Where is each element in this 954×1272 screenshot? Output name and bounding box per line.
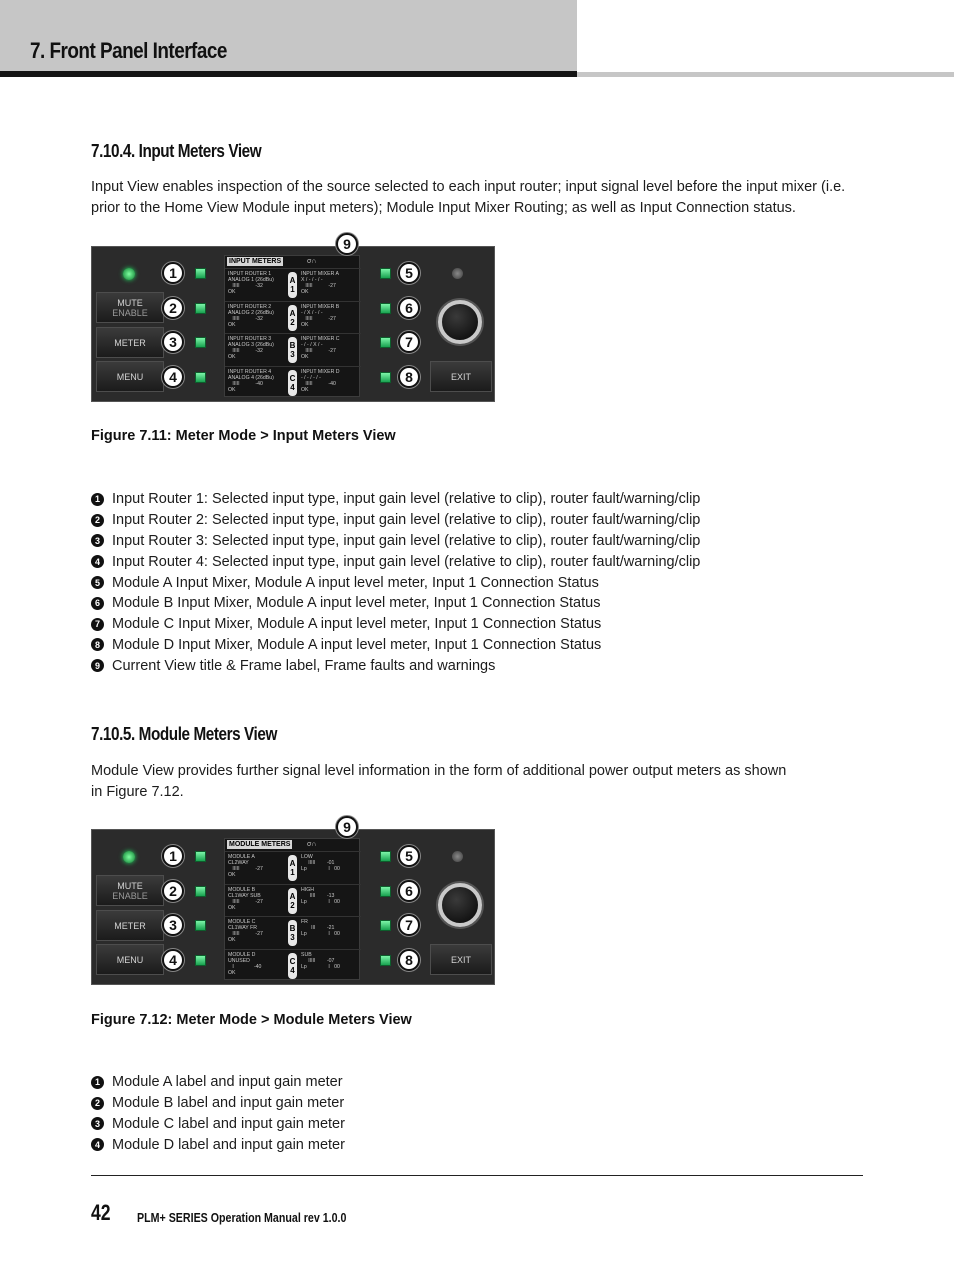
lcd-row-right: INPUT MIXER A X / - / - / - IIIII -27 OK [301, 271, 339, 295]
list-item-text: Input Router 1: Selected input type, input gain level (relative to clip), router fault/warning/clip [112, 491, 701, 508]
callout-list-module-meters [91, 1072, 345, 1155]
channel-led-icon [195, 955, 206, 966]
button-label: MENU [116, 371, 144, 382]
lcd-title: INPUT METERS [229, 258, 282, 265]
menu-button[interactable] [96, 361, 164, 392]
callout-number-icon: 3 [91, 534, 104, 547]
callout-number-icon: 1 [91, 1076, 104, 1089]
channel-led-icon [195, 886, 206, 897]
meter-button[interactable] [96, 327, 164, 358]
callout-4-icon: 4 [162, 949, 184, 971]
module-badge [288, 888, 297, 914]
lcd-row [225, 268, 361, 300]
menu-button[interactable] [96, 944, 164, 975]
list-item [91, 572, 700, 593]
channel-led-icon [380, 920, 391, 931]
module-badge-label: B [289, 341, 296, 350]
callout-number-icon: 7 [91, 618, 104, 631]
lcd-row [225, 949, 361, 981]
lcd-row-left: INPUT ROUTER 1 ANALOG 1 (26dBu) IIIII -32 OK [228, 271, 274, 295]
callout-5-icon: 5 [398, 262, 420, 284]
list-item-text: Module A label and input gain meter [112, 1074, 343, 1091]
callout-7-icon: 7 [398, 331, 420, 353]
module-badge [288, 337, 297, 363]
list-item-text: Input Router 3: Selected input type, input gain level (relative to clip), router fault/warning/clip [112, 532, 701, 549]
list-item-text: Input Router 2: Selected input type, input gain level (relative to clip), router fault/warning/clip [112, 512, 701, 529]
module-badge-label: 4 [290, 382, 295, 392]
lcd-row-right: FR III -21 Lp I 00 [301, 919, 340, 937]
chapter-title: 7. Front Panel Interface [30, 38, 227, 63]
list-item-text: Module C Input Mixer, Module A input level meter, Input 1 Connection Status [112, 616, 602, 633]
channel-led-icon [380, 955, 391, 966]
list-item [91, 531, 700, 552]
status-led-icon [452, 851, 463, 862]
button-label: EXIT [450, 954, 471, 965]
module-badge [288, 272, 297, 298]
button-label: ENABLE [112, 890, 148, 901]
button-label: ENABLE [112, 307, 148, 318]
rotary-encoder-knob[interactable] [438, 883, 482, 927]
module-badge-label: C [289, 373, 296, 383]
channel-led-icon [380, 372, 391, 383]
lcd-row [225, 851, 361, 883]
callout-9-icon: 9 [336, 816, 358, 838]
callout-number-icon: 3 [91, 1117, 104, 1130]
list-item-text: Module D label and input gain meter [112, 1136, 345, 1153]
module-badge-label: A [289, 859, 296, 868]
callout-4-icon: 4 [162, 366, 184, 388]
button-label: EXIT [450, 371, 471, 382]
lcd-row-left: MODULE C CL1WAY FR IIIII -27 OK [228, 919, 263, 943]
module-badge [288, 920, 297, 946]
list-item [91, 489, 700, 510]
list-item-text: Module B Input Mixer, Module A input level meter, Input 1 Connection Status [112, 595, 601, 612]
list-item-text: Module C label and input gain meter [112, 1115, 345, 1132]
meter-button[interactable] [96, 910, 164, 941]
header-rule-light [577, 72, 954, 77]
lcd-row [225, 333, 361, 365]
callout-1-icon: 1 [162, 262, 184, 284]
callout-5-icon: 5 [398, 845, 420, 867]
callout-number-icon: 2 [91, 514, 104, 527]
channel-led-icon [380, 851, 391, 862]
exit-button[interactable] [430, 944, 492, 975]
list-item-text: Module A Input Mixer, Module A input level meter, Input 1 Connection Status [112, 574, 599, 591]
module-badge-label: 3 [290, 933, 295, 942]
lcd-row [225, 916, 361, 948]
list-item [91, 614, 700, 635]
lcd-row-right: SUB IIIII -07 Lp I 00 [301, 951, 340, 970]
callout-number-icon: 8 [91, 638, 104, 651]
lcd-row-left: INPUT ROUTER 2 ANALOG 2 (26dBu) IIIII -32 OK [228, 303, 274, 328]
channel-led-icon [195, 303, 206, 314]
module-badge [288, 953, 297, 979]
callout-3-icon: 3 [162, 331, 184, 353]
power-led-icon [123, 851, 135, 863]
mute-enable-button[interactable] [96, 875, 164, 906]
module-badge-label: 1 [290, 868, 295, 877]
callout-6-icon: 6 [398, 880, 420, 902]
section-title-input-meters: 7.10.4. Input Meters View [91, 141, 262, 161]
module-badge-label: B [289, 924, 296, 933]
headphone-icon: σ∩ [307, 841, 317, 848]
list-item-text: Module D Input Mixer, Module A input level meter, Input 1 Connection Status [112, 636, 602, 653]
list-item [91, 655, 700, 676]
module-badge-label: A [289, 308, 296, 318]
list-item [91, 1093, 345, 1114]
callout-number-icon: 4 [91, 555, 104, 568]
lcd-row [225, 884, 361, 916]
callout-2-icon: 2 [162, 880, 184, 902]
callout-3-icon: 3 [162, 914, 184, 936]
callout-number-icon: 1 [91, 493, 104, 506]
module-badge [288, 855, 297, 881]
callout-6-icon: 6 [398, 297, 420, 319]
device-panel-module-meters [91, 819, 495, 985]
module-badge-label: A [289, 276, 296, 285]
lcd-row-right: INPUT MIXER B - / X / - / - IIIII -27 OK [301, 303, 340, 328]
module-badge [288, 370, 297, 396]
channel-led-icon [195, 851, 206, 862]
lcd-row [225, 366, 361, 398]
section-paragraph-module-meters: Module View provides further signal level information in the form of additional power output meters as shown in Figure 7.12. [91, 763, 787, 800]
header-rule [0, 71, 577, 77]
callout-8-icon: 8 [398, 949, 420, 971]
list-item-text: Module B label and input gain meter [112, 1095, 345, 1112]
mute-enable-button[interactable] [96, 292, 164, 323]
page-number: 42 [91, 1200, 111, 1225]
lcd-row-left: MODULE A CL2WAY IIIII -27 OK [228, 854, 263, 878]
lcd-row-left: MODULE B CL1WAY SUB IIIII -27 OK [228, 886, 263, 911]
channel-led-icon [380, 268, 391, 279]
footer-manual-title: PLM+ SERIES Operation Manual rev 1.0.0 [137, 1210, 347, 1225]
lcd-screen [224, 255, 360, 397]
power-led-icon [123, 268, 135, 280]
callout-number-icon: 2 [91, 1097, 104, 1110]
channel-led-icon [380, 337, 391, 348]
callout-1-icon: 1 [162, 845, 184, 867]
figure-caption-7-12: Figure 7.12: Meter Mode > Module Meters View [91, 1012, 412, 1028]
rotary-encoder-knob[interactable] [438, 300, 482, 344]
callout-number-icon: 5 [91, 576, 104, 589]
list-item-text: Input Router 4: Selected input type, input gain level (relative to clip), router fault/warning/clip [112, 553, 701, 570]
module-badge-label: 2 [290, 317, 295, 327]
callout-8-icon: 8 [398, 366, 420, 388]
callout-list-input-meters [91, 489, 700, 676]
lcd-row-right: INPUT MIXER D - / - / - / - IIIII -40 OK [301, 368, 340, 393]
module-badge-label: 1 [290, 285, 295, 294]
module-badge [288, 305, 297, 331]
lcd-row-right: HIGH IIII -13 Lp I 00 [301, 886, 340, 905]
list-item [91, 1134, 345, 1155]
channel-led-icon [195, 337, 206, 348]
button-label: MUTE [117, 880, 143, 891]
module-badge-label: A [289, 891, 296, 901]
callout-number-icon: 9 [91, 659, 104, 672]
lcd-screen [224, 838, 360, 980]
channel-led-icon [380, 303, 391, 314]
list-item [91, 551, 700, 572]
lcd-row-left: MODULE D UNUSED I -40 OK [228, 951, 262, 976]
module-badge-label: C [289, 956, 296, 966]
button-label: MUTE [117, 297, 143, 308]
status-led-icon [452, 268, 463, 279]
section-title-module-meters: 7.10.5. Module Meters View [91, 724, 277, 744]
list-item-text: Current View title & Frame label, Frame faults and warnings [112, 657, 496, 674]
channel-led-icon [195, 920, 206, 931]
lcd-title: MODULE METERS [229, 841, 291, 848]
callout-2-icon: 2 [162, 297, 184, 319]
button-label: METER [114, 920, 146, 931]
headphone-icon: σ∩ [307, 258, 317, 265]
device-panel-input-meters [91, 236, 495, 402]
callout-number-icon: 6 [91, 597, 104, 610]
footer-rule [91, 1175, 863, 1176]
lcd-row-left: INPUT ROUTER 4 ANALOG 4 (26dBu) IIIII -40 OK [228, 368, 274, 393]
module-badge-label: 3 [290, 350, 295, 359]
exit-button[interactable] [430, 361, 492, 392]
list-item [91, 1072, 345, 1093]
list-item [91, 593, 700, 614]
channel-led-icon [195, 268, 206, 279]
button-label: MENU [116, 954, 144, 965]
callout-9-icon: 9 [336, 233, 358, 255]
callout-number-icon: 4 [91, 1138, 104, 1151]
section-paragraph-input-meters: Input View enables inspection of the source selected to each input router; input signal level before the input mixer (i.e. prior to the Home View Module input meters); Module Input Mixer Routing; as well as Input Connection status. [91, 179, 846, 216]
button-label: METER [114, 337, 146, 348]
figure-caption-7-11: Figure 7.11: Meter Mode > Input Meters View [91, 428, 396, 444]
list-item [91, 1114, 345, 1135]
lcd-row-left: INPUT ROUTER 3 ANALOG 3 (26dBu) IIIII -32 OK [228, 336, 274, 360]
lcd-row-right: INPUT MIXER C - / - / X / - IIIII -27 OK [301, 336, 340, 360]
module-badge-label: 4 [290, 965, 295, 975]
module-badge-label: 2 [290, 900, 295, 910]
list-item [91, 510, 700, 531]
lcd-row-right: LOW IIIII -01 Lp I 00 [301, 854, 340, 872]
channel-led-icon [195, 372, 206, 383]
channel-led-icon [380, 886, 391, 897]
lcd-row [225, 301, 361, 333]
callout-7-icon: 7 [398, 914, 420, 936]
list-item [91, 635, 700, 656]
